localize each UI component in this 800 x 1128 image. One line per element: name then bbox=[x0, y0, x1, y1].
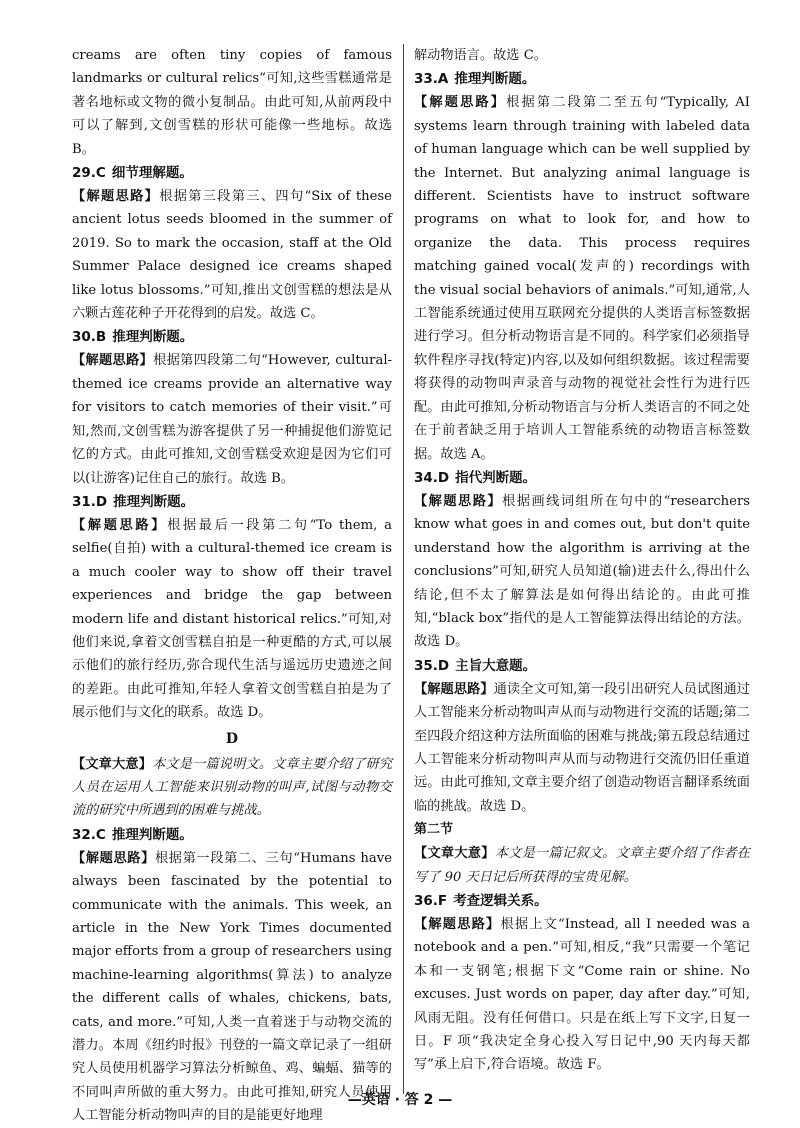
answer-heading: 36.F 考查逻辑关系。 bbox=[414, 893, 548, 909]
answer-heading: 30.B 推理判断题。 bbox=[72, 329, 194, 346]
answer-explanation: 【解题思路】根据上文“Instead, all I needed was a notebook and a pen.”可知,相反,“我”只需要一个笔记本和一支钢笔;根据下文“Come rain or shine. No excuses. Just words on paper, day after day.”可知,风雨无阻。没有任何借口。只是在纸上写下文字,日复一日。F 项“我决定全身心投入写日记中,90 天内每天都写”承上启下,符合语境。故选 F。 bbox=[414, 917, 750, 1073]
answer-heading: 31.D 推理判断题。 bbox=[72, 493, 195, 510]
page-footer: —英语 · 答 2 — bbox=[347, 1092, 453, 1108]
answer-explanation: 【解题思路】根据画线词组所在句中的“researchers know what goes in and comes out, but don't quite understand how the algorithm is arriving at the conclusions”可知,研究人员知道(输)进去什么,得出什么结论,但不太了解算法是如何得出结论的。由此可推知,“black box”指代的是人工智能算法得出结论的方法。故选 D。 bbox=[414, 493, 751, 650]
left-column bbox=[72, 44, 392, 1128]
answer-heading: 33.A 推理判断题。 bbox=[414, 71, 536, 88]
answer-heading: 35.D 主旨大意题。 bbox=[414, 657, 537, 674]
answer-explanation: 【解题思路】根据第一段第二、三句“Humans have always been fascinated by the potential to communicate with the animals. This week, an article in the New York Times documented major efforts from a group of researchers using machine-learning algorithms(算法) to analyze the different calls of whales, chickens, bats, cats, and more.”可知,人类一直着迷于与动物交流的潜力。本周《纽约时报》刊登的一篇文章记录了一组研究人员使用机器学习算法分析鲸鱼、鸡、蝙蝠、猫等的不同叫声所做的重大努力。由此可推知,研究人员使用人工智能分析动物叫声的目的是能更好地理 bbox=[72, 850, 392, 1124]
answer-heading: 29.C 细节理解题。 bbox=[72, 165, 193, 182]
answer-heading: 32.C 推理判断题。 bbox=[72, 826, 193, 843]
answer-heading: 34.D 指代判断题。 bbox=[414, 469, 537, 486]
article-summary: 【文章大意】本文是一篇记叙文。文章主要介绍了作者在写了 90 天日记后所获得的宝贵见解。 bbox=[414, 846, 750, 885]
answer-explanation: 【解题思路】通读全文可知,第一段引出研究人员试图通过人工智能来分析动物叫声从而与动物进行交流的话题;第二至四段介绍这种方法所面临的困难与挑战;第五段总结通过人工智能来分析动物叫声从而与动物进行交流仍旧任重道远。由此可推知,文章主要介绍了创造动物语言翻译系统面临的挑战。故选 D。 bbox=[414, 681, 750, 814]
section-heading-2: 第二节 bbox=[414, 822, 454, 838]
answer-31 bbox=[72, 490, 392, 725]
answer-33 bbox=[414, 67, 750, 466]
answer-34 bbox=[414, 466, 750, 654]
article-summary: 【文章大意】本文是一篇说明文。文章主要介绍了研究人员在运用人工智能来识别动物的叫声,试图与动物交流的研究中所遇到的困难与挑战。 bbox=[72, 756, 393, 819]
answer-35 bbox=[414, 654, 750, 818]
paragraph-continued: 解动物语言。故选 C。 bbox=[414, 48, 547, 63]
answer-29 bbox=[72, 161, 392, 325]
answer-explanation: 【解题思路】根据第二段第二至五句“Typically, AI systems learn through training with labeled data of human language which can be well supplied by the Internet. But analyzing animal language is different. Scientists have to instruct software programs on what to look for, and how to organize the data. This process requires matching gained vocal(发声的) recordings with the visual social behaviors of animals.”可知,通常,人工智能系统通过使用互联网充分提供的人类语言标签数据进行学习。但分析动物语言是不同的。科学家们必须指导软件程序寻找(特定)内容,以及如何组织数据。该过程需要将获得的动物叫声录音与动物的视觉社会性行为进行匹配。由此可推知,分析动物语言与分析人类语言的不同之处在于前者缺乏用于培训人工智能系统的动物语言标签数据。故选 A。 bbox=[414, 95, 750, 462]
paragraph-continued: creams are often tiny copies of famous landmarks or cultural relics”可知,这些雪糕通常是著名地标或文物的微小复制品。由此可知,从前两段中可以了解到,文创雪糕的形状可能像一些地标。故选 B。 bbox=[72, 48, 392, 157]
answer-36 bbox=[414, 889, 750, 1077]
right-column bbox=[414, 44, 750, 1077]
answer-explanation: 【解题思路】根据第三段第三、四句“Six of these ancient lotus seeds bloomed in the summer of 2019. So to mark the occasion, staff at the Old Summer Palace designed ice creams shaped like lotus blossoms.”可知,推出文创雪糕的想法是从六颗古莲花种子开花得到的启发。故选 C。 bbox=[72, 189, 392, 322]
section-heading-d: D bbox=[225, 730, 239, 747]
answer-32 bbox=[72, 823, 392, 1128]
answer-explanation: 【解题思路】根据第四段第二句“However, cultural-themed ice creams provide an alternative way for visitors to catch memories of their visit.”可知,然而,文创雪糕为游客提供了另一种捕捉他们游览记忆的方式。由此可推知,文创雪糕受欢迎是因为它们可以(让游客)记住自己的旅行。故选 B。 bbox=[72, 353, 392, 486]
answer-explanation: 【解题思路】根据最后一段第二句“To them, a selfie(自拍) with a cultural-themed ice cream is a much cooler way to show off their travel experiences and bridge the gap between modern life and distant historical relics.”可知,对他们来说,拿着文创雪糕自拍是一种更酷的方式,可以展示他们的旅行经历,弥合现代生活与遥远历史遗迹之间的差距。由此可推知,年轻人拿着文创雪糕自拍是为了展示他们与文化的联系。故选 D。 bbox=[72, 517, 392, 721]
answer-30 bbox=[72, 325, 392, 489]
column-divider bbox=[403, 44, 404, 1094]
